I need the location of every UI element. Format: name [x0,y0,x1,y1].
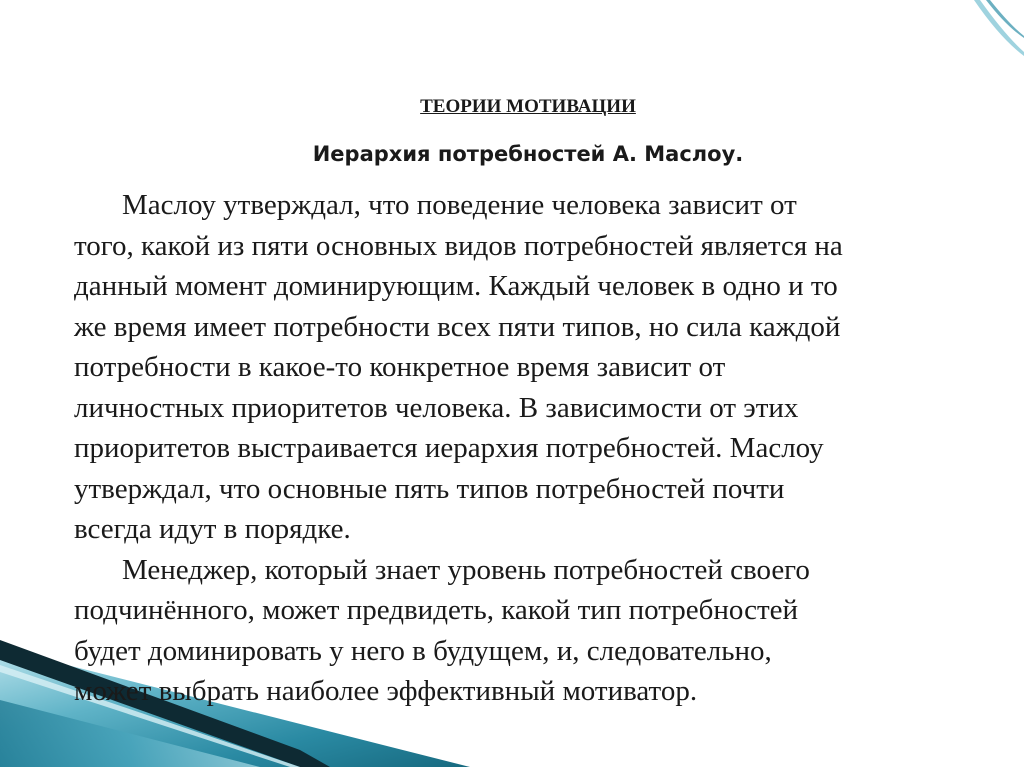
body-line: приоритетов выстраивается иерархия потребностей. Маслоу [74,432,824,464]
body-line: может выбрать наиболее эффективный мотиватор. [74,675,698,707]
body-line: данный момент доминирующим. Каждый человек в одно и то [74,270,838,302]
body-line: подчинённого, может предвидеть, какой тип потребностей [74,594,799,626]
body-line: утверждал, что основные пять типов потребностей почти [74,472,785,505]
slide-title: ТЕОРИИ МОТИВАЦИИ [420,96,636,117]
body-line: всегда идут в порядке. [74,513,351,545]
body-line: потребности в какое-то конкретное время зависит от [74,351,726,383]
top-right-swoosh [974,0,1024,56]
body-line: Менеджер, который знает уровень потребностей своего [122,553,810,586]
body-line: будет доминировать у него в будущем, и, следовательно, [74,634,772,667]
body-line: же время имеет потребности всех пяти типов, но сила каждой [74,310,841,343]
body-line: Маслоу утверждал, что поведение человека зависит от [122,189,797,221]
body-line: того, какой из пяти основных видов потребностей является на [74,229,843,262]
body-text [74,185,994,712]
body-line: личностных приоритетов человека. В зависимости от этих [74,391,799,424]
slide-subtitle: Иерархия потребностей А. Маслоу. [312,142,744,166]
